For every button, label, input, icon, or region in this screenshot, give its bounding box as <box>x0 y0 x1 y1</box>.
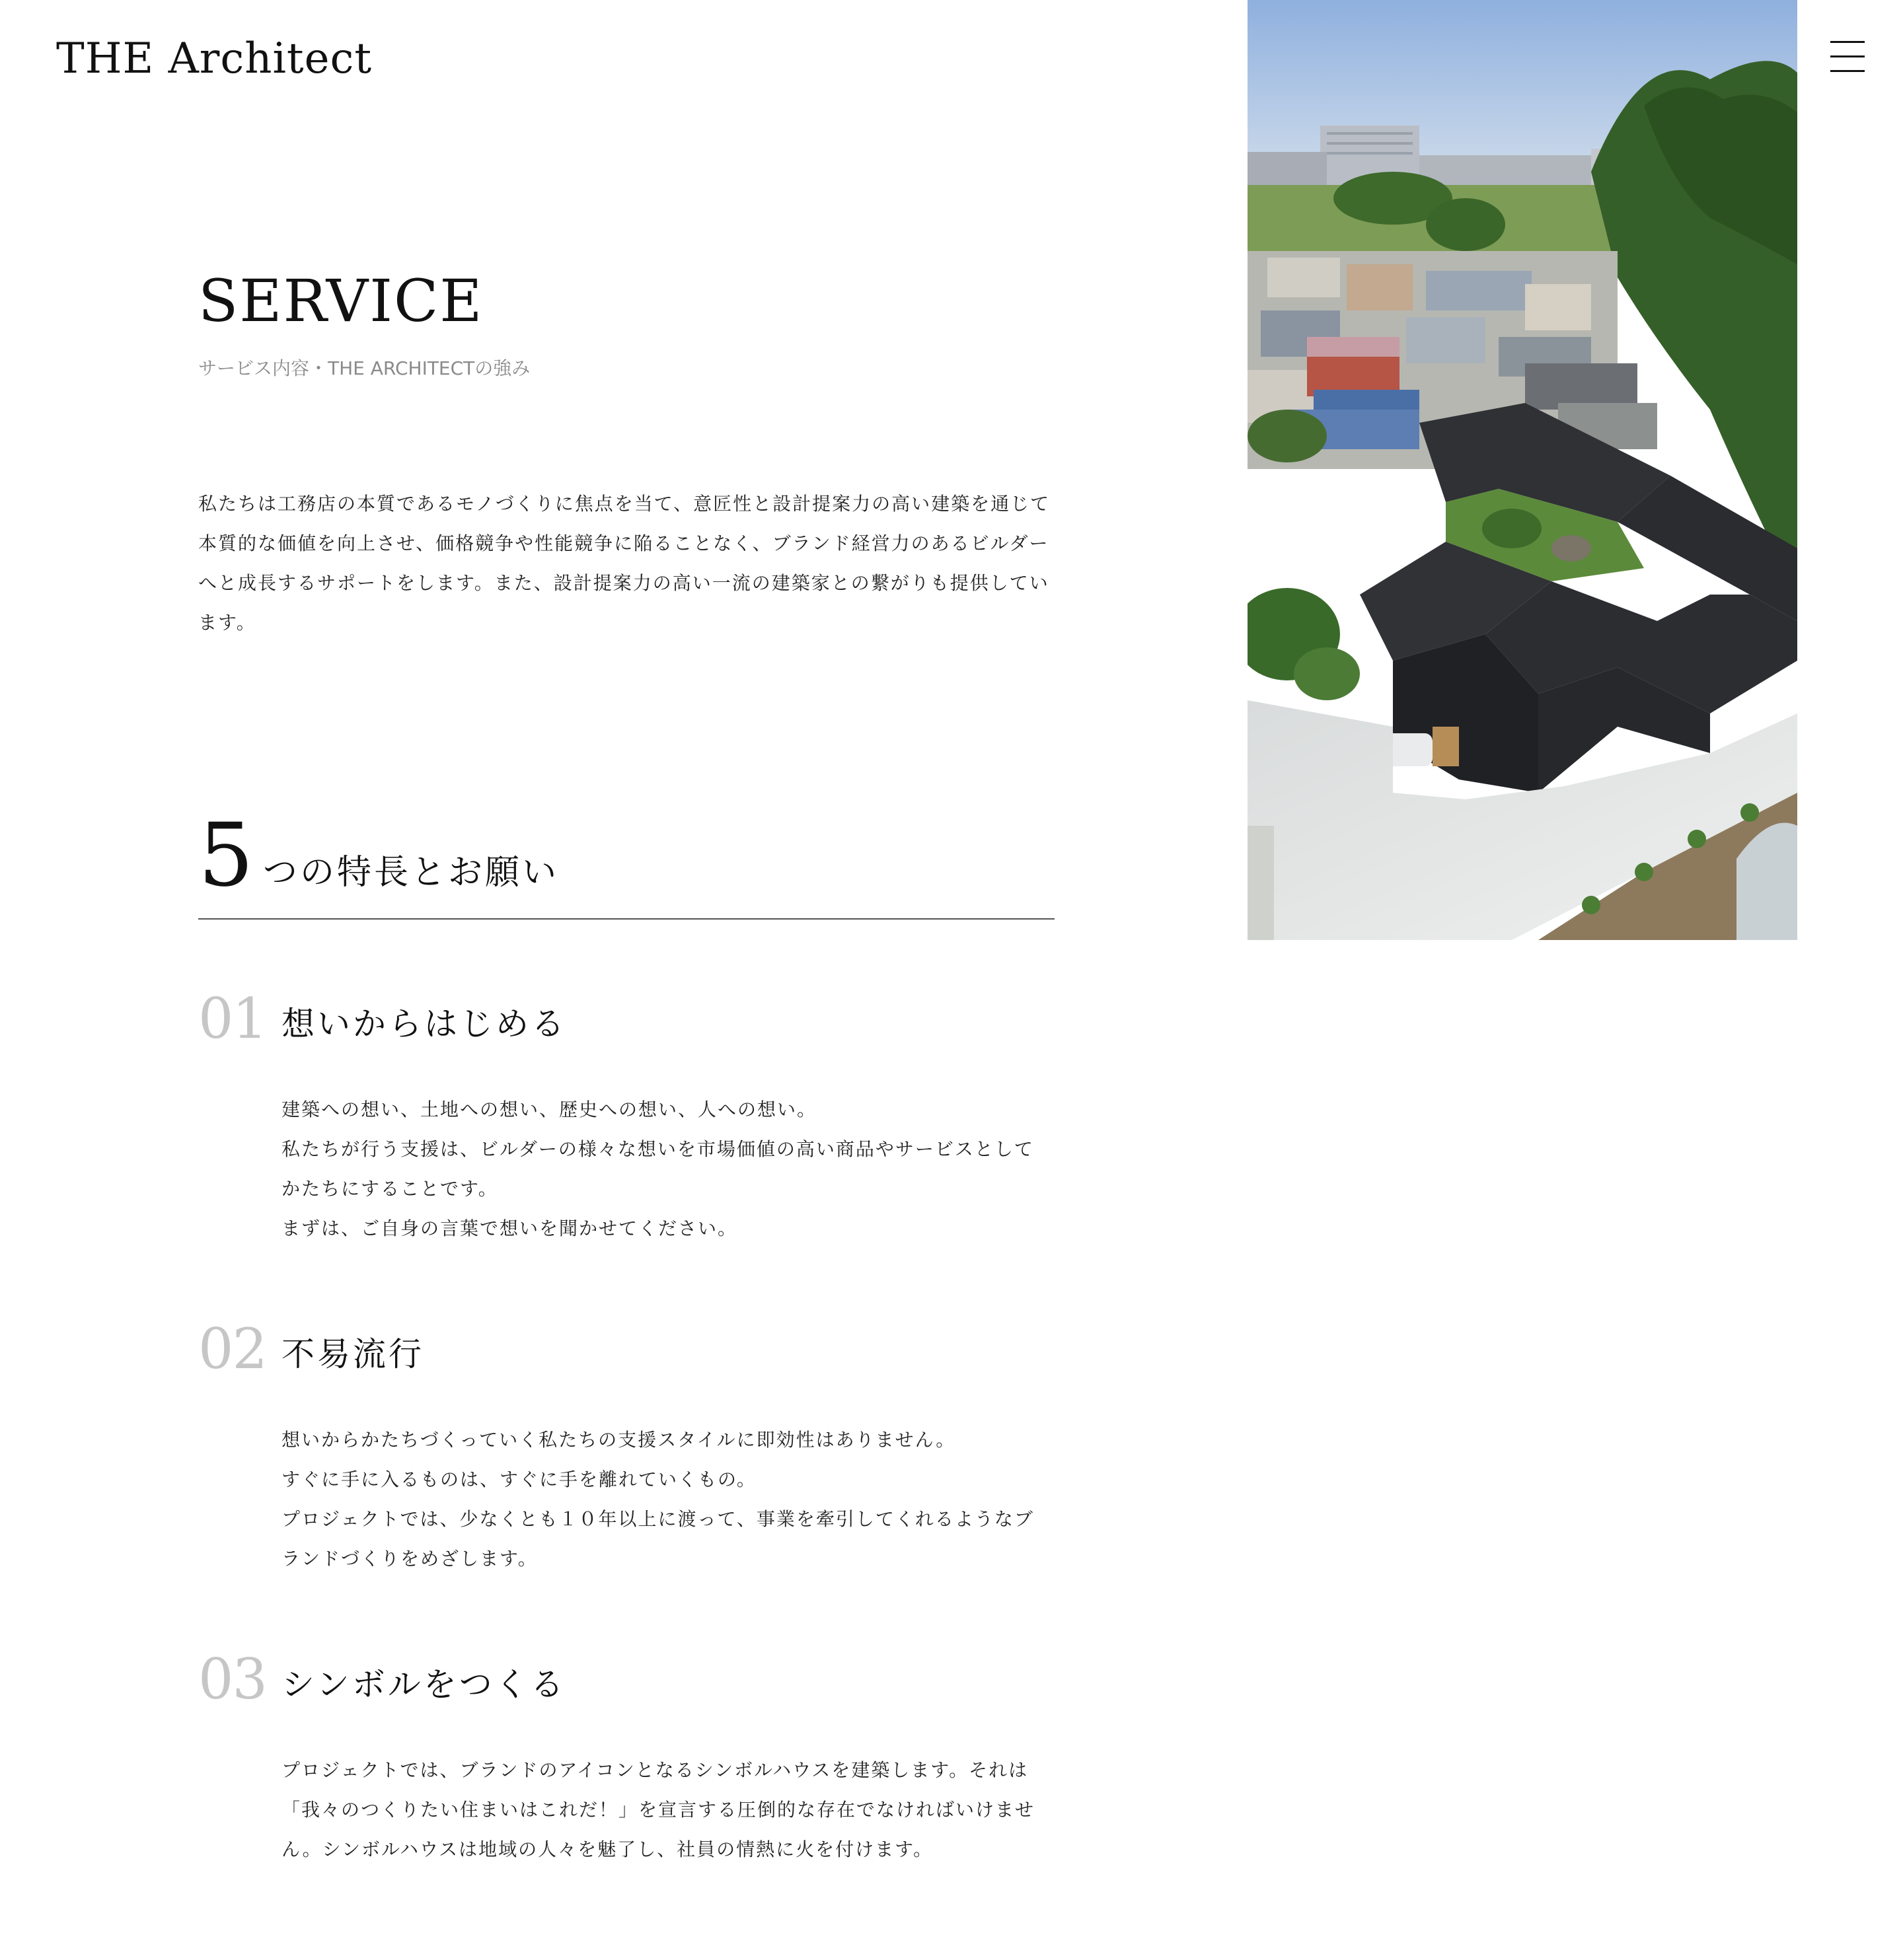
hamburger-menu-icon[interactable] <box>1830 38 1865 73</box>
feature-number: 03 <box>198 1647 266 1712</box>
menu-line <box>1830 70 1865 72</box>
hero-photo <box>1248 0 1797 940</box>
feature-body <box>281 1420 1048 1579</box>
feature-line: 想いからかたちづくっていく私たちの支援スタイルに即効性はありません。 <box>281 1429 956 1451</box>
features-count: 5 <box>198 805 254 906</box>
site-logo[interactable]: THE Architect <box>56 34 373 83</box>
feature-number: 02 <box>198 1317 266 1381</box>
aerial-house-illustration <box>1248 0 1797 940</box>
feature-title: 想いからはじめる <box>281 1005 567 1043</box>
feature-line: まずは、ご自身の言葉で想いを聞かせてください。 <box>281 1217 738 1239</box>
feature-body <box>281 1751 1048 1869</box>
page-subtitle: サービス内容・THE ARCHITECTの強み <box>198 357 531 379</box>
feature-line: すぐに手に入るものは、すぐに手を離れていくもの。 <box>281 1469 757 1490</box>
page-title: SERVICE <box>198 267 484 335</box>
features-heading-text: つの特長とお願い <box>263 853 560 892</box>
features-heading <box>198 806 1055 920</box>
feature-line: 私たちが行う支援は、ビルダーの様々な想いを市場価値の高い商品やサービスとしてかたちにすることです。 <box>281 1138 1034 1200</box>
feature-line: プロジェクトでは、ブランドのアイコンとなるシンボルハウスを建築します。それは「我々のつくりたい住まいはこれだ！」を宣言する圧倒的な存在でなければいけません。シンボルハウスは地域の人々を魅了し、社員の情熱に火を付けます。 <box>281 1759 1035 1860</box>
feature-body <box>281 1090 1048 1249</box>
feature-number: 01 <box>198 986 266 1051</box>
menu-line <box>1830 55 1865 57</box>
feature-line: プロジェクトでは、少なくとも１０年以上に渡って、事業を牽引してくれるようなブランドづくりをめざします。 <box>281 1508 1034 1570</box>
feature-line: 建築への想い、土地への想い、歴史への想い、人への想い。 <box>281 1099 817 1120</box>
intro-text: 私たちは工務店の本質であるモノづくりに焦点を当て、意匠性と設計提案力の高い建築を通じて本質的な価値を向上させ、価格競争や性能競争に陥ることなく、ブランド経営力のあるビルダーへと成長するサポートをします。また、設計提案力の高い一流の建築家との繋がりも提供しています。 <box>198 493 1051 634</box>
feature-title: 不易流行 <box>281 1335 424 1373</box>
feature-title: シンボルをつくる <box>281 1665 566 1704</box>
menu-line <box>1830 41 1865 43</box>
